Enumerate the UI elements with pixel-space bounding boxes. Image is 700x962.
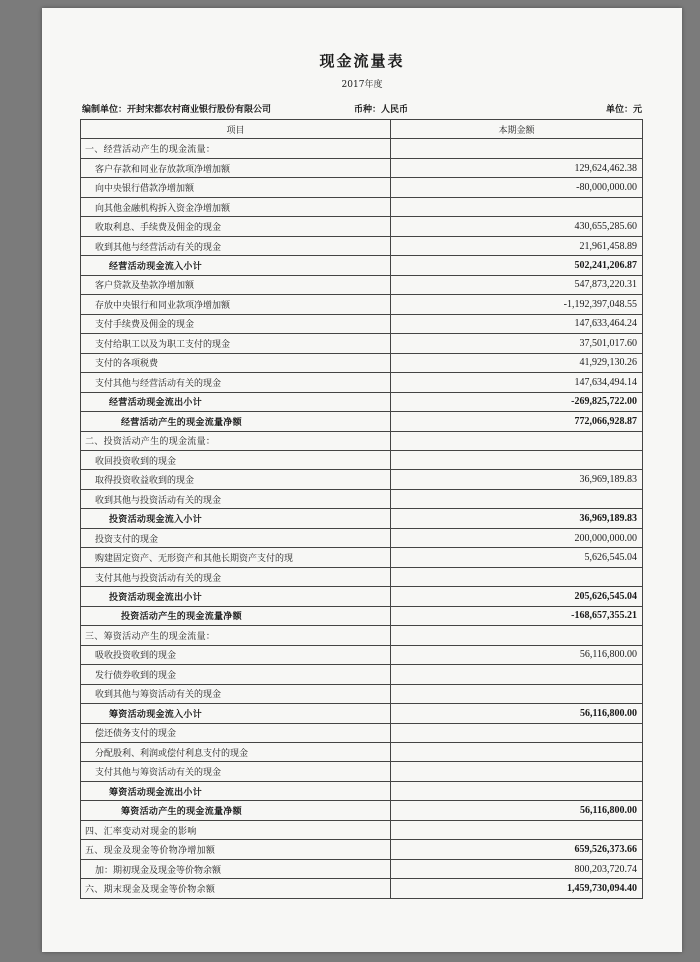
row-item-label: 投资活动现金流入小计: [81, 509, 391, 528]
row-item-label: 取得投资收益收到的现金: [81, 470, 391, 489]
row-amount: [391, 489, 643, 508]
table-row: [81, 334, 643, 353]
table-row: [81, 548, 643, 567]
row-amount: 21,961,458.89: [391, 236, 643, 255]
table-body: [81, 139, 643, 898]
row-item-label: 投资活动产生的现金流量净额: [81, 606, 391, 625]
row-item-label: 存放中央银行和同业款项净增加额: [81, 295, 391, 314]
row-amount: 205,626,545.04: [391, 587, 643, 606]
row-item-label: 投资支付的现金: [81, 528, 391, 547]
row-item-label: 向中央银行借款净增加额: [81, 178, 391, 197]
row-item-label: 支付给职工以及为职工支付的现金: [81, 334, 391, 353]
row-amount: [391, 743, 643, 762]
row-item-label: 筹资活动现金流出小计: [81, 781, 391, 800]
table-row: [81, 684, 643, 703]
row-amount: -269,825,722.00: [391, 392, 643, 411]
row-item-label: 经营活动产生的现金流量净额: [81, 412, 391, 431]
table-row: [81, 412, 643, 431]
table-row: [81, 859, 643, 878]
row-item-label: 一、经营活动产生的现金流量：: [81, 139, 391, 158]
row-amount: 1,459,730,094.40: [391, 879, 643, 898]
row-item-label: 客户存款和同业存放款项净增加额: [81, 158, 391, 177]
row-item-label: 发行债券收到的现金: [81, 665, 391, 684]
row-amount: -1,192,397,048.55: [391, 295, 643, 314]
row-amount: 5,626,545.04: [391, 548, 643, 567]
table-row: [81, 567, 643, 586]
row-item-label: 五、现金及现金等价物净增加额: [81, 840, 391, 859]
row-amount: 41,929,130.26: [391, 353, 643, 372]
row-amount: 129,624,462.38: [391, 158, 643, 177]
table-row: [81, 178, 643, 197]
row-amount: 659,526,373.66: [391, 840, 643, 859]
cash-flow-table: [80, 119, 643, 899]
row-amount: [391, 665, 643, 684]
row-item-label: 支付其他与经营活动有关的现金: [81, 373, 391, 392]
row-item-label: 二、投资活动产生的现金流量：: [81, 431, 391, 450]
row-amount: 56,116,800.00: [391, 645, 643, 664]
row-item-label: 购建固定资产、无形资产和其他长期资产支付的现: [81, 548, 391, 567]
table-row: [81, 489, 643, 508]
table-row: [81, 353, 643, 372]
table-row: [81, 606, 643, 625]
row-item-label: 偿还债务支付的现金: [81, 723, 391, 742]
row-amount: -80,000,000.00: [391, 178, 643, 197]
header-item: 项目: [81, 120, 391, 139]
row-item-label: 支付其他与投资活动有关的现金: [81, 567, 391, 586]
table-row: [81, 158, 643, 177]
table-row: [81, 197, 643, 216]
row-item-label: 向其他金融机构拆入资金净增加额: [81, 197, 391, 216]
table-row: [81, 295, 643, 314]
row-amount: [391, 781, 643, 800]
header-amount: 本期金额: [391, 120, 643, 139]
row-item-label: 四、汇率变动对现金的影响: [81, 820, 391, 839]
row-item-label: 收到其他与投资活动有关的现金: [81, 489, 391, 508]
row-item-label: 客户贷款及垫款净增加额: [81, 275, 391, 294]
table-row: [81, 762, 643, 781]
table-row: [81, 879, 643, 898]
row-amount: [391, 450, 643, 469]
table-header-row: [81, 120, 643, 139]
row-item-label: 投资活动现金流出小计: [81, 587, 391, 606]
row-item-label: 收取利息、手续费及佣金的现金: [81, 217, 391, 236]
table-row: [81, 392, 643, 411]
row-item-label: 支付的各项税费: [81, 353, 391, 372]
row-item-label: 收到其他与筹资活动有关的现金: [81, 684, 391, 703]
table-row: [81, 645, 643, 664]
row-item-label: 支付其他与筹资活动有关的现金: [81, 762, 391, 781]
preparer-label: 编制单位：开封宋都农村商业银行股份有限公司: [82, 105, 272, 115]
row-item-label: 筹资活动现金流入小计: [81, 704, 391, 723]
table-row: [81, 820, 643, 839]
row-item-label: 经营活动现金流入小计: [81, 256, 391, 275]
row-item-label: 分配股利、利润或偿付利息支付的现金: [81, 743, 391, 762]
row-amount: 36,969,189.83: [391, 509, 643, 528]
table-row: [81, 236, 643, 255]
table-row: [81, 470, 643, 489]
row-amount: 430,655,285.60: [391, 217, 643, 236]
row-amount: [391, 684, 643, 703]
row-amount: [391, 567, 643, 586]
table-row: [81, 373, 643, 392]
document-title: 现金流量表: [319, 52, 405, 70]
row-amount: 772,066,928.87: [391, 412, 643, 431]
currency-label: 币种：人民币: [354, 105, 409, 115]
row-amount: 200,000,000.00: [391, 528, 643, 547]
row-item-label: 收回投资收到的现金: [81, 450, 391, 469]
row-amount: 547,873,220.31: [391, 275, 643, 294]
table-row: [81, 626, 643, 645]
row-amount: [391, 197, 643, 216]
row-amount: [391, 762, 643, 781]
row-item-label: 支付手续费及佣金的现金: [81, 314, 391, 333]
document-period: 2017年度: [341, 80, 383, 90]
table-row: [81, 587, 643, 606]
row-amount: 37,501,017.60: [391, 334, 643, 353]
row-amount: [391, 431, 643, 450]
table-row: [81, 704, 643, 723]
row-item-label: 加：期初现金及现金等价物余额: [81, 859, 391, 878]
row-amount: [391, 139, 643, 158]
unit-label: 单位：元: [605, 105, 642, 115]
row-amount: 147,634,494.14: [391, 373, 643, 392]
table-row: [81, 665, 643, 684]
table-row: [81, 217, 643, 236]
row-amount: 36,969,189.83: [391, 470, 643, 489]
table-row: [81, 139, 643, 158]
table-row: [81, 528, 643, 547]
row-amount: [391, 626, 643, 645]
table-row: [81, 431, 643, 450]
row-amount: 56,116,800.00: [391, 704, 643, 723]
row-item-label: 吸收投资收到的现金: [81, 645, 391, 664]
row-amount: -168,657,355.21: [391, 606, 643, 625]
row-amount: 147,633,464.24: [391, 314, 643, 333]
table-row: [81, 840, 643, 859]
table-row: [81, 275, 643, 294]
table-row: [81, 723, 643, 742]
row-amount: 56,116,800.00: [391, 801, 643, 820]
row-amount: 502,241,206.87: [391, 256, 643, 275]
row-item-label: 经营活动现金流出小计: [81, 392, 391, 411]
table-row: [81, 781, 643, 800]
table-row: [81, 256, 643, 275]
table-row: [81, 450, 643, 469]
row-amount: [391, 723, 643, 742]
table-row: [81, 743, 643, 762]
table-row: [81, 314, 643, 333]
row-amount: [391, 820, 643, 839]
row-amount: 800,203,720.74: [391, 859, 643, 878]
document-page: [42, 8, 682, 952]
table-row: [81, 509, 643, 528]
row-item-label: 六、期末现金及现金等价物余额: [81, 879, 391, 898]
row-item-label: 收到其他与经营活动有关的现金: [81, 236, 391, 255]
table-row: [81, 801, 643, 820]
row-item-label: 三、筹资活动产生的现金流量：: [81, 626, 391, 645]
row-item-label: 筹资活动产生的现金流量净额: [81, 801, 391, 820]
